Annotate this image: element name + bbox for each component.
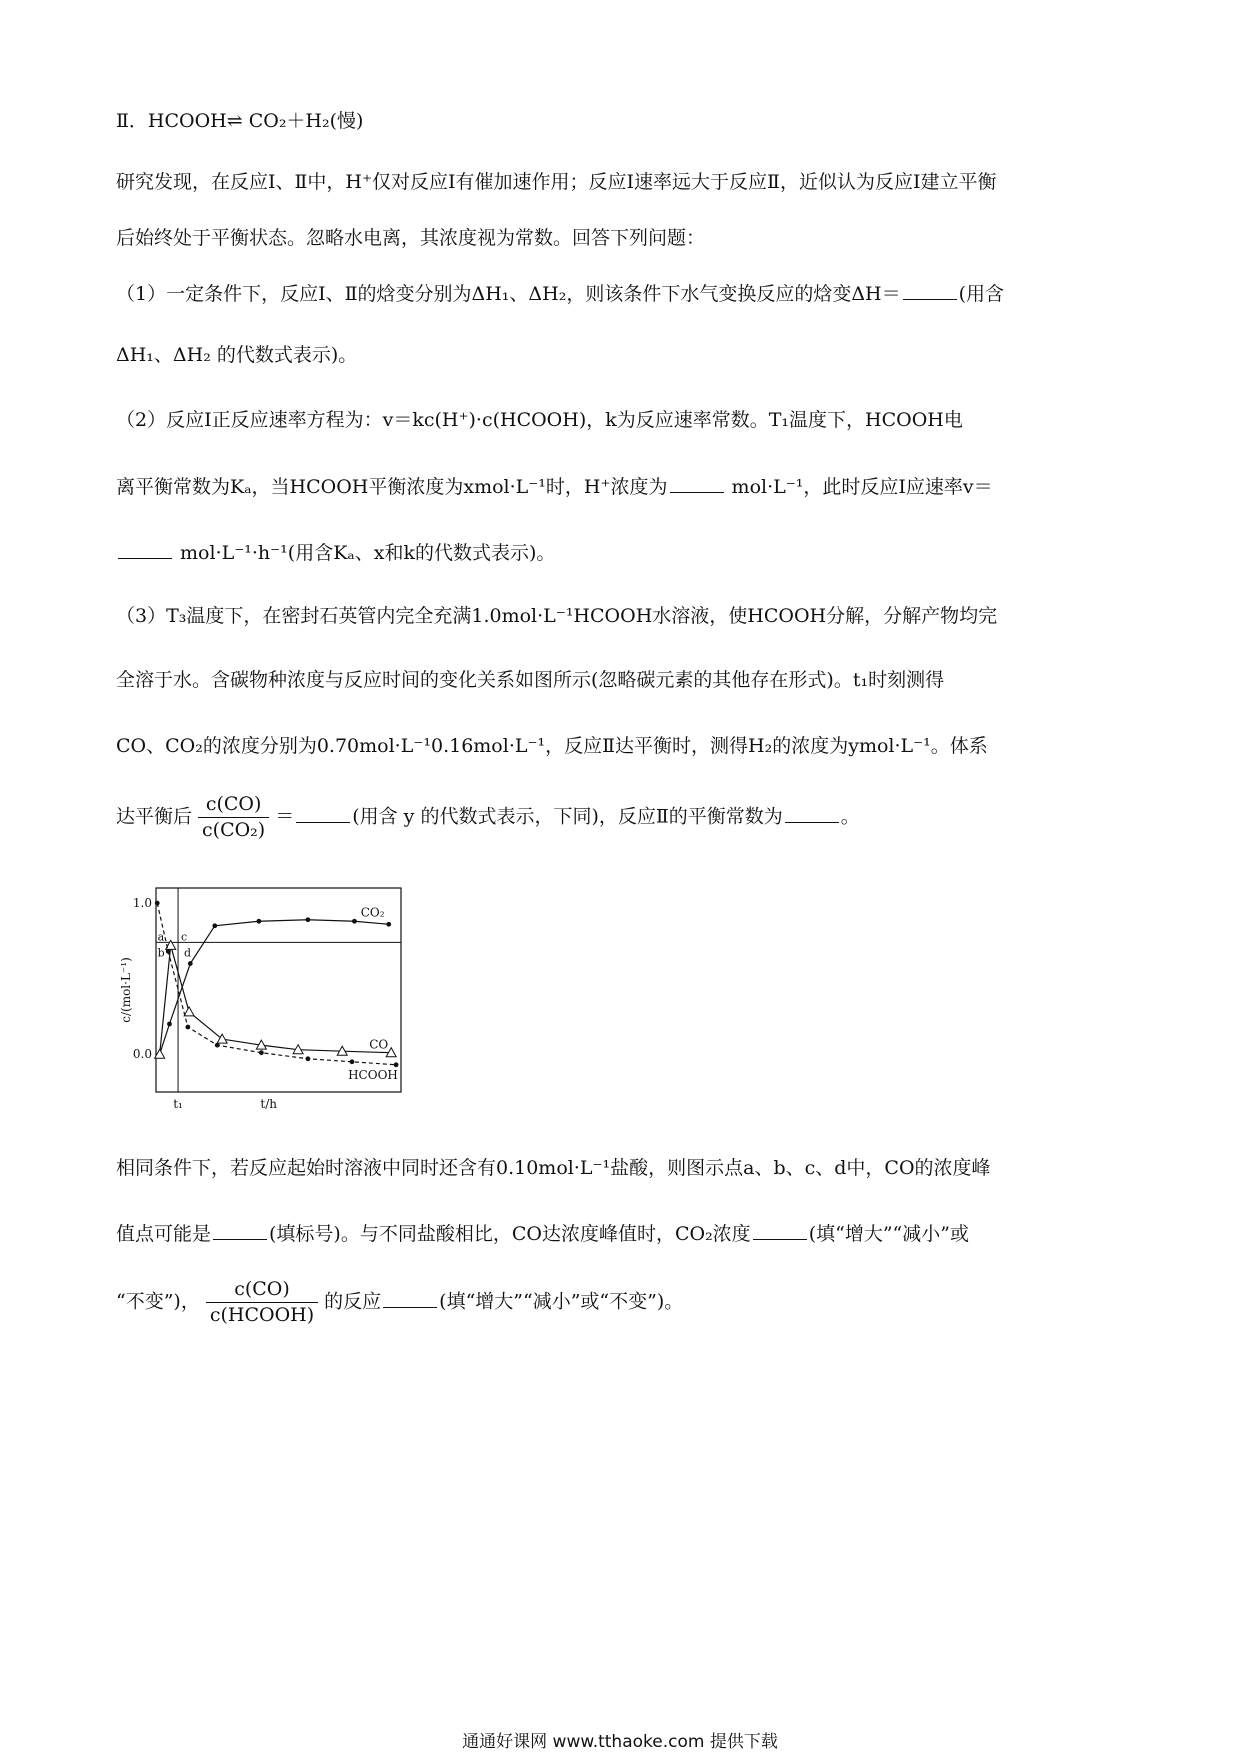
series-line-CO xyxy=(157,945,392,1054)
question-4-line-3 xyxy=(116,1280,683,1325)
question-1-line-1 xyxy=(116,283,1004,304)
data-point xyxy=(259,1050,264,1055)
question-4-line-2 xyxy=(116,1223,969,1244)
question-2-line-3 xyxy=(116,542,555,563)
concentration-time-chart xyxy=(116,880,416,1120)
y-axis-label: c/(mol·L⁻¹) xyxy=(119,957,133,1023)
reaction-2-line: Ⅱ．HCOOH⇌ CO₂＋H₂(慢) xyxy=(116,110,364,132)
q3-fraction xyxy=(198,795,269,840)
series-line-CO₂ xyxy=(157,920,389,1054)
data-point xyxy=(350,1059,355,1064)
q4-ratio-change-blank[interactable] xyxy=(383,1291,437,1308)
series-label: CO₂ xyxy=(360,905,385,920)
q1-answer-blank[interactable] xyxy=(903,283,957,300)
q3-text-d-end: 。 xyxy=(840,805,860,828)
question-3-line-3: CO、CO₂的浓度分别为0.70mol·L⁻¹0.16mol·L⁻¹，反应Ⅱ达平衡时，测得H₂的浓度为ymol·L⁻¹。体系 xyxy=(116,735,988,757)
q2-text-c: mol·L⁻¹，此时反应Ⅰ应速率v＝ xyxy=(725,476,993,498)
data-point xyxy=(166,949,171,954)
question-2-line-2 xyxy=(116,476,993,497)
question-3-line-2: 全溶于水。含碳物种浓度与反应时间的变化关系如图所示(忽略碳元素的其他存在形式)。t₁时刻测得 xyxy=(116,669,945,691)
q4-co2-change-blank[interactable] xyxy=(753,1223,807,1240)
q4-text-c-end: (填“增大”“减小”或“不变”)。 xyxy=(439,1290,684,1313)
q3-fraction-denominator: c(CO₂) xyxy=(202,819,266,841)
question-4-line-1: 相同条件下，若反应起始时溶液中同时还含有0.10mol·L⁻¹盐酸，则图示点a、b、c、d中，CO的浓度峰 xyxy=(116,1157,991,1179)
data-point xyxy=(184,1007,194,1016)
question-3-line-1: （3）T₃温度下，在密封石英管内完全充满1.0mol·L⁻¹HCOOH水溶液，使HCOOH分解，分解产物均完 xyxy=(116,605,998,627)
q3-equilibrium-constant-blank[interactable] xyxy=(785,806,839,823)
data-point xyxy=(215,1043,220,1048)
q3-equals: ＝ xyxy=(275,805,295,828)
data-point xyxy=(185,1025,190,1030)
q3-ratio-blank[interactable] xyxy=(296,806,350,823)
point-label-b: b xyxy=(157,946,165,960)
study-text-line-1: 研究发现，在反应Ⅰ、Ⅱ中，H⁺仅对反应Ⅰ有催加速作用；反应Ⅰ速率远大于反应Ⅱ，近似认为反应Ⅰ建立平衡 xyxy=(116,171,997,193)
q3-text-d-pre: 达平衡后 xyxy=(116,805,193,828)
data-point xyxy=(188,961,193,966)
q4-text-b-mid: (填标号)。与不同盐酸相比，CO达浓度峰值时，CO₂浓度 xyxy=(269,1223,751,1245)
data-point xyxy=(394,1062,399,1067)
q3-fraction-numerator: c(CO) xyxy=(198,795,269,818)
point-label-c: c xyxy=(181,930,188,944)
q2-h-concentration-blank[interactable] xyxy=(670,476,724,493)
data-point xyxy=(306,917,311,922)
series-label: HCOOH xyxy=(348,1067,398,1082)
q2-text-b: 离平衡常数为Kₐ，当HCOOH平衡浓度为xmol·L⁻¹时，H⁺浓度为 xyxy=(116,476,668,498)
data-point xyxy=(257,919,262,924)
point-label-a: a xyxy=(157,930,165,944)
data-point xyxy=(352,919,357,924)
q4-text-c-mid: 的反应 xyxy=(324,1290,382,1313)
q4-peak-point-blank[interactable] xyxy=(213,1223,267,1240)
q4-fraction-denominator: c(HCOOH) xyxy=(209,1304,315,1326)
page-footer: 通通好课网 www.tthaoke.com 提供下载 xyxy=(462,1732,778,1752)
data-point xyxy=(167,1022,172,1027)
x-axis-label: t/h xyxy=(260,1097,277,1111)
data-point xyxy=(306,1056,311,1061)
data-point xyxy=(155,901,160,906)
study-text-line-2: 后始终处于平衡状态。忽略水电离，其浓度视为常数。回答下列问题： xyxy=(116,227,706,249)
series-label: CO xyxy=(369,1037,389,1052)
series-line-HCOOH xyxy=(157,903,396,1065)
q2-text-d: mol·L⁻¹·h⁻¹(用含Kₐ、x和k的代数式表示)。 xyxy=(174,542,556,564)
y-tick-label: 0.0 xyxy=(132,1047,152,1062)
y-tick-label: 1.0 xyxy=(132,896,152,911)
q3-text-d-mid: (用含 y 的代数式表示，下同)，反应Ⅱ的平衡常数为 xyxy=(352,805,783,828)
data-point xyxy=(212,923,217,928)
question-3-line-4 xyxy=(116,795,860,840)
q4-fraction-numerator: c(CO) xyxy=(206,1280,318,1303)
question-1-line-2: ΔH₁、ΔH₂ 的代数式表示)。 xyxy=(116,344,358,366)
q4-text-c-pre: “不变”)， xyxy=(116,1290,200,1313)
point-label-d: d xyxy=(184,946,192,960)
q4-text-b-end: (填“增大”“减小”或 xyxy=(808,1223,969,1245)
question-2-line-1: （2）反应Ⅰ正反应速率方程为：v＝kc(H⁺)·c(HCOOH)，k为反应速率常数。T₁温度下，HCOOH电 xyxy=(116,409,963,431)
q1-text-a: （1）一定条件下，反应Ⅰ、Ⅱ的焓变分别为ΔH₁、ΔH₂，则该条件下水气变换反应的焓变ΔH＝ xyxy=(116,283,901,305)
q1-text-b: (用含 xyxy=(958,283,1005,305)
q2-rate-blank[interactable] xyxy=(118,542,172,559)
data-point xyxy=(386,922,391,927)
q4-fraction xyxy=(206,1280,318,1325)
q4-text-b-pre: 值点可能是 xyxy=(116,1223,212,1245)
x-tick-label-t1: t₁ xyxy=(173,1097,183,1111)
